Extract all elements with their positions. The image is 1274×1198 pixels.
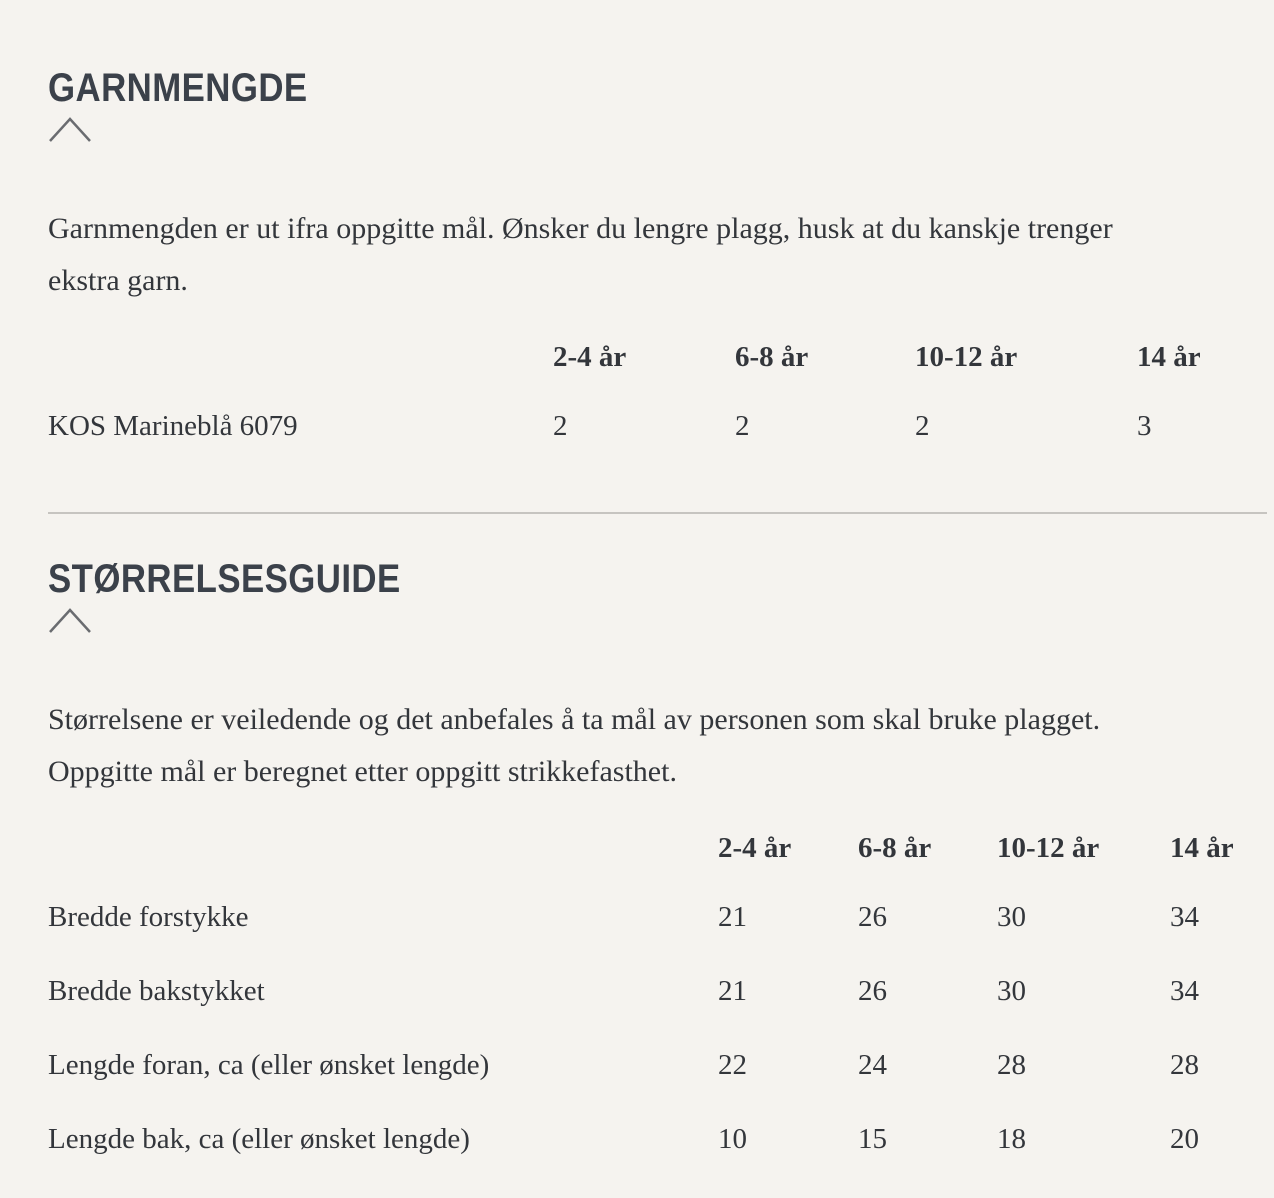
table-row [48,1102,1267,1176]
table-cell: 15 [858,1122,887,1155]
table-row [48,1028,1267,1102]
yarn-name-label: KOS Marineblå 6079 [48,409,298,442]
table-cell: 34 [1170,900,1199,933]
table-row [48,880,1267,954]
empty-header-cell [48,325,553,389]
measure-label: Bredde bakstykket [48,974,265,1007]
empty-header-cell [48,816,718,880]
page-title-storrelsesguide: STØRRELSESGUIDE [48,557,401,601]
table-cell: 26 [858,900,887,933]
column-header: 2-4 år [553,340,627,373]
section-header-storrelsesguide[interactable] [48,514,1267,634]
measure-label: Bredde forstykke [48,900,249,933]
table-header-row [48,325,1267,389]
table-cell: 2 [553,409,568,442]
table-cell: 30 [997,974,1026,1007]
table-cell: 30 [997,900,1026,933]
table-cell: 34 [1170,974,1199,1007]
column-header: 14 år [1170,831,1234,864]
table-cell: 26 [858,974,887,1007]
table-row [48,389,1267,463]
table-cell: 28 [1170,1048,1199,1081]
table-cell: 18 [997,1122,1026,1155]
table-header-row [48,816,1267,880]
garnmengde-table [48,325,1267,463]
measure-label: Lengde bak, ca (eller ønsket lengde) [48,1122,470,1155]
table-cell: 10 [718,1122,747,1155]
table-cell: 2 [915,409,930,442]
storrelsesguide-intro-text: Størrelsene er veiledende og det anbefales å ta mål av personen som skal bruke plagget. Oppgitte mål er beregnet etter oppgitt strikkefasthet. [48,703,1101,788]
table-cell: 21 [718,974,747,1007]
table-row [48,954,1267,1028]
table-cell: 24 [858,1048,887,1081]
chevron-up-icon[interactable] [48,607,92,634]
table-cell: 22 [718,1048,747,1081]
page-title-garnmengde: GARNMENGDE [48,66,308,110]
table-cell: 21 [718,900,747,933]
column-header: 10-12 år [997,831,1100,864]
table-cell: 3 [1137,409,1152,442]
table-cell: 20 [1170,1122,1199,1155]
garnmengde-intro-text: Garnmengden er ut ifra oppgitte mål. Ønsker du lengre plagg, husk at du kanskje trenger ekstra garn. [48,212,1113,297]
section-garnmengde [48,68,1267,463]
storrelsesguide-table [48,816,1267,1176]
column-header: 2-4 år [718,831,792,864]
measure-label: Lengde foran, ca (eller ønsket lengde) [48,1048,490,1081]
column-header: 10-12 år [915,340,1018,373]
table-cell: 28 [997,1048,1026,1081]
table-cell: 2 [735,409,750,442]
column-header: 6-8 år [735,340,809,373]
chevron-up-icon[interactable] [48,116,92,143]
column-header: 14 år [1137,340,1201,373]
section-header-garnmengde[interactable] [48,68,1267,143]
section-storrelsesguide [48,514,1267,1176]
column-header: 6-8 år [858,831,932,864]
